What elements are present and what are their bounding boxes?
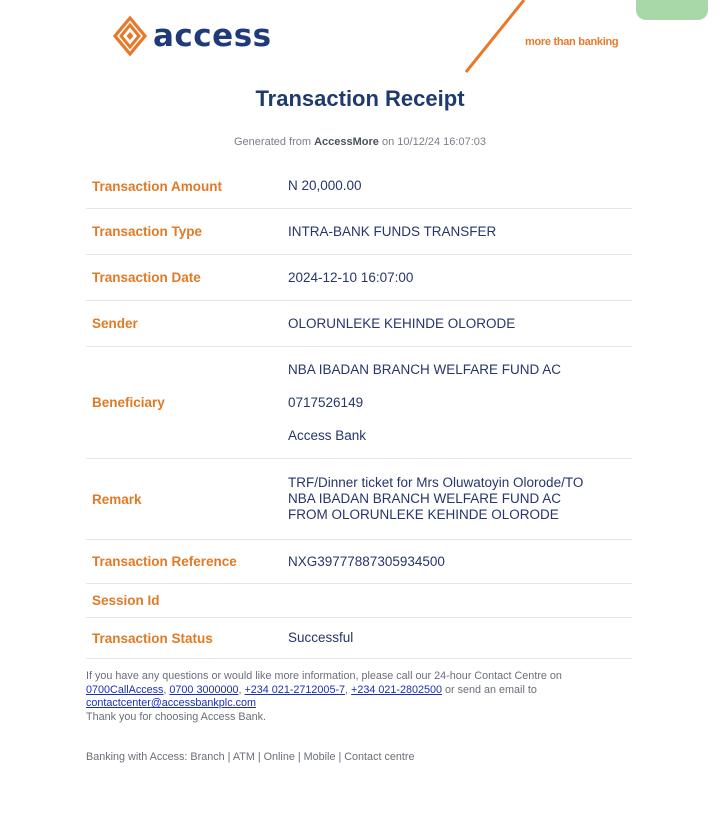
- phone-link-2[interactable]: 0700 3000000: [169, 683, 239, 696]
- value-amount: N 20,000.00: [288, 178, 362, 193]
- footer-thanks: Thank you for choosing Access Bank.: [86, 710, 267, 723]
- email-link[interactable]: contactcenter@accessbankplc.com: [86, 697, 256, 709]
- label-type: Transaction Type: [92, 224, 203, 239]
- value-beneficiary: [288, 362, 561, 444]
- label-reference: Transaction Reference: [92, 554, 237, 569]
- label-sender: Sender: [92, 316, 138, 331]
- row-reference: [86, 540, 632, 584]
- receipt-table: [86, 164, 632, 659]
- footer-intro: If you have any questions or would like more information, please call our 24-hour Contact Centre on: [86, 670, 562, 682]
- row-beneficiary: [86, 347, 632, 459]
- value-date: 2024-12-10 16:07:00: [288, 269, 414, 285]
- beneficiary-bank: Access Bank: [288, 427, 367, 443]
- banking-channels: Banking with Access: Branch | ATM | Online | Mobile | Contact centre: [86, 751, 415, 763]
- footer-contact: If you have any questions or would like more information, please call our 24-hour Contact Centre on 0700CallAccess, 0700 3000000, +234 021-2712005-7, +234 021-2802500 or send an email to contactcenter@accessbankplc.com Thank you for choosing Access Bank.: [86, 670, 562, 723]
- remark-line-1: TRF/Dinner ticket for Mrs Oluwatoyin Olorode/TO: [288, 475, 584, 490]
- tagline: more than banking: [525, 36, 619, 48]
- access-logo: [113, 16, 272, 56]
- label-status: Transaction Status: [92, 630, 213, 646]
- row-amount: [86, 164, 632, 209]
- diamond-logo-icon: [113, 16, 147, 56]
- generated-info: [0, 136, 720, 148]
- remark-line-3: FROM OLORUNLEKE KEHINDE OLORODE: [288, 507, 559, 522]
- label-beneficiary: Beneficiary: [92, 395, 165, 410]
- corner-tab: [636, 0, 708, 20]
- value-type: INTRA-BANK FUNDS TRANSFER: [288, 223, 497, 239]
- phone-link-1[interactable]: 0700CallAccess: [86, 683, 164, 696]
- beneficiary-account: 0717526149: [288, 394, 364, 410]
- page-title: Transaction Receipt: [255, 86, 465, 111]
- value-reference: NXG39777887305934500: [288, 553, 445, 569]
- row-sender: [86, 301, 632, 347]
- row-date: [86, 255, 632, 301]
- remark-line-2: NBA IBADAN BRANCH WELFARE FUND AC: [288, 491, 562, 506]
- beneficiary-name: NBA IBADAN BRANCH WELFARE FUND AC: [288, 361, 562, 377]
- phone-link-4[interactable]: +234 021-2802500: [351, 683, 443, 696]
- label-session: Session Id: [92, 593, 160, 608]
- generated-prefix: Generated from: [234, 136, 312, 148]
- phone-link-3[interactable]: +234 021-2712005-7: [244, 683, 346, 696]
- row-type: [86, 209, 632, 255]
- logo-text: access: [153, 17, 272, 54]
- label-remark: Remark: [92, 491, 142, 507]
- label-date: Transaction Date: [92, 270, 201, 285]
- label-amount: Transaction Amount: [92, 178, 223, 194]
- footer-email-prefix: or send an email to: [445, 683, 537, 696]
- row-status: [86, 618, 632, 659]
- generated-source: AccessMore: [314, 136, 379, 148]
- row-session: [86, 584, 632, 618]
- value-status: Successful: [288, 630, 354, 645]
- value-remark: [288, 475, 583, 523]
- generated-suffix: on 10/12/24 16:07:03: [382, 136, 486, 148]
- row-remark: [86, 459, 632, 540]
- value-sender: OLORUNLEKE KEHINDE OLORODE: [288, 315, 516, 331]
